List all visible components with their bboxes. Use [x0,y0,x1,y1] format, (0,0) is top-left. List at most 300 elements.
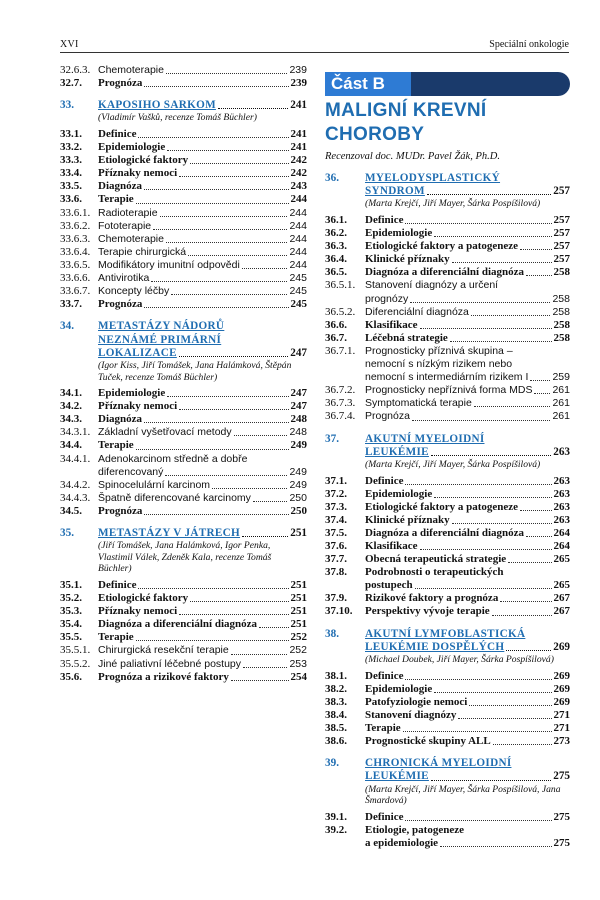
toc-entry-title-text: Definice [365,474,404,487]
chapter-title-line [325,185,570,198]
toc-entry-title [365,475,570,488]
toc-entry[interactable] [60,658,307,671]
toc-entry[interactable] [325,735,570,748]
toc-entry-number: 33.6.6. [60,272,91,285]
leader-dots [167,396,288,397]
toc-entry[interactable] [60,154,307,167]
toc-entry-title [98,618,307,631]
toc-entry-page: 257 [553,214,570,226]
toc-entry-title-text: Perspektivy vývoje terapie [365,605,490,618]
leader-dots [452,523,552,524]
toc-entry-number: 36.7. [325,331,347,344]
toc-entry-number: 37.7. [325,553,347,566]
toc-entry-title-text: Příznaky nemoci [98,400,178,413]
toc-entry-title [98,64,307,77]
toc-entry[interactable] [60,671,307,684]
toc-entry[interactable] [60,387,307,400]
toc-entry-number: 33.7. [60,298,82,311]
chapter-heading[interactable] [325,628,570,654]
toc-entry-number: 36.1. [325,214,347,226]
toc-entry-page: 245 [289,272,307,285]
toc-entry-title-text: Symptomatická terapie [365,397,472,410]
toc-entry-page: 239 [289,64,307,76]
toc-entry-title [98,141,307,154]
toc-entry-number: 34.3. [60,413,82,426]
leader-dots [144,307,288,308]
leader-dots [138,137,288,138]
toc-entry-title-text: diferencovaný [98,465,164,478]
toc-entry-title-text: Epidemiologie [365,227,433,240]
chapter-number: 39. [325,757,339,770]
chapter-title-line [60,99,307,112]
leader-dots [179,176,288,177]
toc-entry[interactable] [325,540,570,553]
toc-entry-number: 33.6. [60,193,82,206]
leader-dots [144,422,289,423]
toc-entry-continuation [325,837,570,850]
toc-entry-title-text: Etiologické faktory a patogeneze [365,240,519,253]
toc-entry[interactable] [325,306,570,319]
toc-entry-number: 37.8. [325,566,347,579]
chapter-heading[interactable] [60,527,307,540]
chapter-title-text: LOKALIZACE [98,346,177,359]
toc-entry[interactable] [325,824,570,837]
toc-entry[interactable] [325,592,570,605]
toc-entry-title [98,154,307,167]
toc-entry[interactable] [60,141,307,154]
toc-entry-title-text: Definice [365,810,404,823]
toc-entry-title [98,658,307,671]
toc-entry-title-text: Příznaky nemoci [98,167,178,180]
leader-dots [405,223,551,224]
leader-dots [188,255,287,256]
toc-entry-number: 33.3. [60,154,82,167]
toc-entry-page: 242 [290,154,307,167]
toc-entry[interactable] [60,644,307,657]
toc-entry-number: 33.4. [60,167,82,180]
toc-entry-number: 34.2. [60,400,82,413]
leader-dots [144,514,288,515]
toc-entry-number: 37.3. [325,500,347,513]
toc-entry-title-text: Fototerapie [98,219,152,232]
toc-entry-title [365,579,570,592]
toc-entry-number: 37.6. [325,539,347,552]
leader-dots [412,420,551,421]
toc-entry-title-text: Léčebná strategie [365,331,448,344]
leader-dots [526,275,552,276]
leader-dots [242,536,288,537]
toc-entry-title [98,298,307,311]
toc-entry[interactable] [60,605,307,618]
leader-dots [534,393,550,394]
toc-entry[interactable] [325,811,570,824]
toc-entry[interactable] [325,397,570,410]
toc-entry-title-text: Prognóza [98,504,143,517]
toc-entry[interactable] [325,696,570,709]
chapter-authors: (Marta Krejčí, Jiří Mayer, Šárka Pospíšilová) [365,198,541,210]
toc-entry-number: 34.4. [60,439,82,452]
toc-entry[interactable] [325,384,570,397]
toc-entry-page: 263 [553,474,570,487]
toc-entry-number: 36.3. [325,240,347,253]
toc-entry-page: 241 [290,127,307,140]
toc-entry-page: 258 [553,266,570,279]
chapter-heading[interactable] [60,99,307,112]
toc-entry-number: 33.6.2. [60,219,91,232]
chapter-title-text: LEUKÉMIE [365,770,429,783]
chapter-title-line [325,446,570,459]
toc-entry[interactable] [325,279,570,292]
toc-entry-title [98,479,307,492]
leader-dots [474,406,551,407]
chapter-heading[interactable] [325,757,570,783]
leader-dots [508,562,551,563]
toc-entry-page: 269 [553,695,570,708]
toc-entry[interactable] [325,566,570,579]
toc-entry-title-text: Terapie [98,439,134,452]
toc-entry-title [98,246,307,259]
toc-entry[interactable] [325,253,570,266]
leader-dots [138,588,288,589]
chapter-page: 241 [290,99,307,112]
toc-entry-title [365,514,570,527]
leader-dots [469,705,551,706]
toc-entry[interactable] [325,722,570,735]
toc-entry-continuation [325,371,570,384]
toc-entry-title-text: Terapie [98,193,134,206]
leader-dots [405,484,551,485]
toc-entry-page: 245 [289,285,307,298]
toc-entry-title-text: Chemoterapie [98,64,164,76]
toc-entry-page: 265 [553,553,570,566]
toc-entry[interactable] [60,207,307,220]
chapter-title-text: LEUKÉMIE DOSPĚLÝCH [365,640,505,653]
toc-entry-page: 258 [553,331,570,344]
leader-dots [434,497,551,498]
toc-entry[interactable] [60,259,307,272]
toc-entry-title [98,505,307,518]
toc-entry[interactable] [325,501,570,514]
toc-entry-page: 257 [553,240,570,253]
toc-entry[interactable] [60,505,307,518]
chapter-title-text: KAPOSIHO SARKOM [98,99,216,112]
toc-entry-title [365,527,570,540]
leader-dots [212,488,287,489]
toc-entry-title-text: Prognóza a rizikové faktory [98,670,229,683]
toc-entry[interactable] [60,426,307,439]
toc-entry-page: 248 [290,413,307,426]
part-banner [325,72,570,96]
toc-entry-number: 36.4. [325,253,347,266]
toc-entry-title [365,605,570,618]
toc-entry-title-text: Definice [365,669,404,682]
chapter-page: 247 [290,346,307,359]
toc-entry-title [98,193,307,206]
toc-entry-number: 35.6. [60,670,82,683]
toc-entry-page: 250 [290,504,307,517]
page-number-label: XVI [60,39,79,50]
toc-entry-number: 36.2. [325,227,347,240]
leader-dots [403,731,552,732]
toc-entry-title-text: Klinické příznaky [365,253,450,266]
toc-entry[interactable] [60,413,307,426]
toc-entry-number: 35.5. [60,631,82,644]
toc-entry[interactable] [60,479,307,492]
toc-entry[interactable] [325,475,570,488]
part-reviewer: Recenzoval doc. MUDr. Pavel Žák, Ph.D. [325,151,500,162]
toc-entry-page: 239 [290,77,307,90]
toc-entry-title-text: Antivirotika [98,272,150,285]
toc-entry[interactable] [60,579,307,592]
toc-entry-number: 33.6.4. [60,245,91,258]
chapter-heading[interactable] [325,172,570,198]
leader-dots [471,315,551,316]
chapter-title-text: METASTÁZY V JÁTRECH [98,527,241,540]
leader-dots [405,820,551,821]
chapter-number: 35. [60,527,74,540]
toc-entry-title-text: a epidemiologie [365,836,439,849]
toc-entry[interactable] [60,492,307,505]
chapter-authors: (Igor Kiss, Jiří Tomášek, Jana Halámková, Štěpán Tuček, recenze Tomáš Büchler) [98,359,292,383]
toc-entry-title [365,306,570,319]
toc-entry-title [365,696,570,709]
toc-entry[interactable] [60,220,307,233]
toc-entry[interactable] [60,180,307,193]
toc-entry-title-text: Radioterapie [98,206,158,219]
toc-entry[interactable] [325,514,570,527]
toc-entry-number: 35.3. [60,605,82,618]
toc-entry[interactable] [325,488,570,501]
toc-entry-title [98,671,307,684]
toc-entry-title [365,566,570,579]
leader-dots [136,203,289,204]
toc-entry-page: 242 [290,167,307,180]
toc-entry[interactable] [60,631,307,644]
toc-entry-title-text: Epidemiologie [98,141,166,154]
chapter-heading[interactable] [60,320,307,360]
toc-entry-number: 39.2. [325,823,347,836]
toc-entry[interactable] [325,553,570,566]
toc-entry[interactable] [60,167,307,180]
toc-entry-page: 248 [289,426,307,439]
toc-entry-title [365,214,570,227]
toc-entry-page: 257 [553,227,570,240]
leader-dots [253,501,288,502]
toc-entry-page: 263 [553,500,570,513]
toc-entry-page: 271 [553,708,570,721]
toc-entry-title [365,266,570,279]
toc-entry-page: 249 [290,439,307,452]
toc-entry[interactable] [60,272,307,285]
toc-entry-title-text: Diagnóza a diferenciální diagnóza [98,618,257,631]
leader-dots [420,328,552,329]
toc-entry[interactable] [325,410,570,423]
toc-entry-number: 37.1. [325,474,347,487]
leader-dots [165,475,287,476]
toc-entry-title-text: Základní vyšetřovací metody [98,426,232,439]
toc-entry-page: 252 [290,631,307,644]
toc-entry[interactable] [60,246,307,259]
toc-entry-page: 267 [553,592,570,605]
leader-dots [427,194,551,195]
toc-entry-page: 258 [553,318,570,331]
toc-entry[interactable] [325,319,570,332]
toc-entry-page: 244 [289,206,307,219]
toc-right-column [325,64,570,850]
toc-entry-title-text: Klasifikace [365,539,418,552]
toc-entry-number: 34.1. [60,387,82,400]
toc-entry-title-text: Adenokarcinom středně a dobře [98,452,248,465]
toc-entry-title [365,488,570,501]
toc-entry-number: 36.6. [325,318,347,331]
toc-entry-title-text: Etiologické faktory a patogeneze [365,500,519,513]
toc-entry-number: 37.4. [325,513,347,526]
toc-entry-page: 251 [290,605,307,618]
toc-entry-page: 267 [553,605,570,618]
leader-dots [415,588,552,589]
toc-entry-title [365,811,570,824]
toc-entry-title [365,345,570,358]
toc-entry[interactable] [60,592,307,605]
toc-entry-page: 247 [290,387,307,400]
toc-entry-page: 244 [289,219,307,232]
toc-entry[interactable] [325,527,570,540]
toc-entry-number: 36.5. [325,266,347,279]
toc-entry-title [98,259,307,272]
toc-entry-title-text: Obecná terapeutická strategie [365,553,507,566]
toc-entry[interactable] [325,709,570,722]
chapter-title-line [325,172,570,185]
toc-entry-title-text: prognózy [365,292,409,305]
toc-entry-title [365,253,570,266]
toc-entry-title [98,220,307,233]
toc-entry-title [98,439,307,452]
toc-entry[interactable] [60,285,307,298]
toc-entry[interactable] [325,266,570,279]
toc-entry-title-text: Diagnóza [98,180,142,193]
chapter-title-text: METASTÁZY NÁDORŮ [98,320,225,333]
toc-entry-title-text: Epidemiologie [98,387,166,400]
toc-entry[interactable] [60,128,307,141]
toc-entry-title [98,207,307,220]
toc-entry-title [365,683,570,696]
toc-entry[interactable] [60,64,307,77]
toc-entry-title-text: Prognóza [98,77,143,90]
toc-entry-title-text: Prognóza [98,298,143,311]
toc-entry-number: 35.5.2. [60,657,91,670]
toc-entry-number: 33.6.5. [60,258,91,271]
toc-entry[interactable] [325,214,570,227]
chapter-title-line [60,527,307,540]
toc-entry-title [98,631,307,644]
chapter-authors: (Marta Krejčí, Jiří Mayer, Šárka Pospíšilová) [365,458,541,470]
toc-entry-number: 35.1. [60,579,82,592]
toc-entry[interactable] [325,240,570,253]
toc-entry-page: 254 [290,670,307,683]
toc-entry[interactable] [325,345,570,358]
toc-entry-title [365,293,570,306]
toc-entry[interactable] [60,400,307,413]
chapter-page: 257 [553,185,570,198]
toc-entry[interactable] [60,618,307,631]
toc-entry-title [365,722,570,735]
toc-entry[interactable] [325,332,570,345]
chapter-title-text: AKUTNÍ LYMFOBLASTICKÁ [365,627,526,640]
toc-entry[interactable] [325,227,570,240]
toc-entry-title [365,371,570,384]
chapter-title-line [60,320,307,333]
toc-left-column [60,64,307,684]
toc-entry-title-text: Diagnóza a diferenciální diagnóza [365,266,524,279]
chapter-title-line [325,770,570,783]
toc-entry[interactable] [60,233,307,246]
toc-entry[interactable] [60,439,307,452]
chapter-title-text: AKUTNÍ MYELOIDNÍ [365,432,485,445]
toc-entry-title-text: Stanovení diagnózy [365,708,457,721]
toc-entry-page: 258 [552,292,570,305]
toc-entry[interactable] [325,683,570,696]
toc-entry-title-text: Terapie [365,721,401,734]
toc-entry-title [365,592,570,605]
toc-entry-title [365,227,570,240]
toc-entry-title [98,413,307,426]
leader-dots [136,640,289,641]
toc-entry-page: 243 [290,180,307,193]
toc-entry[interactable] [60,193,307,206]
toc-entry-title [98,592,307,605]
toc-entry-continuation [60,466,307,479]
toc-entry-page: 252 [289,644,307,657]
toc-entry[interactable] [325,605,570,618]
toc-entry-number: 38.1. [325,669,347,682]
toc-entry-continuation [325,293,570,306]
leader-dots [231,680,289,681]
toc-entry-title-text: Epidemiologie [365,487,433,500]
toc-entry-title [98,167,307,180]
toc-entry[interactable] [325,670,570,683]
toc-entry-page: 244 [290,193,307,206]
toc-entry-number: 33.6.7. [60,285,91,298]
toc-entry-page: 264 [553,539,570,552]
toc-entry-title-text: Jiné paliativní léčebné postupy [98,657,242,670]
toc-entry-page: 265 [553,579,570,592]
toc-entry-number: 33.1. [60,127,82,140]
toc-entry-title-text: Epidemiologie [365,682,433,695]
toc-entry-number: 37.9. [325,592,347,605]
leader-dots [434,692,551,693]
toc-entry-title-text: Etiologické faktory [98,592,189,605]
toc-entry-title [98,400,307,413]
chapter-heading[interactable] [325,433,570,459]
chapter-title-line [60,334,307,347]
toc-entry-number: 33.6.3. [60,232,91,245]
toc-entry-title [98,453,307,466]
toc-entry[interactable] [60,453,307,466]
toc-entry-number: 36.7.4. [325,410,356,423]
chapter-authors: (Vladimír Vašků, recenze Tomáš Büchler) [98,112,257,124]
toc-entry-number: 38.4. [325,708,347,721]
chapter-title-text: CHRONICKÁ MYELOIDNÍ [365,757,512,770]
leader-dots [452,262,552,263]
toc-entry-title [365,279,570,292]
toc-entry-title-text: Chirurgická resekční terapie [98,644,229,657]
toc-entry[interactable] [60,77,307,90]
toc-entry-page: 269 [553,669,570,682]
leader-dots [243,667,287,668]
toc-entry-title-text: Definice [98,579,137,592]
leader-dots [434,236,551,237]
toc-entry[interactable] [60,298,307,311]
